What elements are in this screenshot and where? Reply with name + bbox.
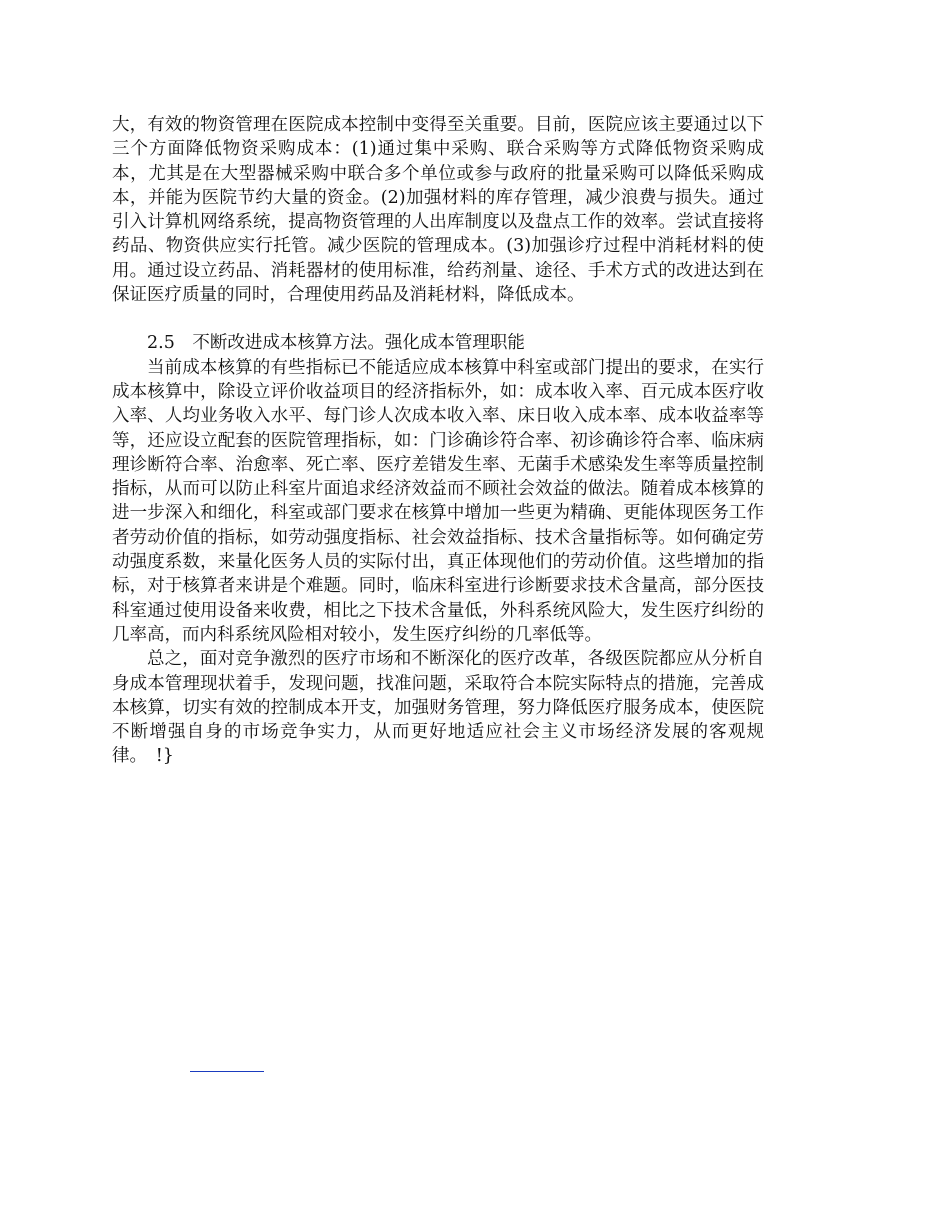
- document-body: [112, 113, 764, 769]
- paragraph-continuation: 大，有效的物资管理在医院成本控制中变得至关重要。目前，医院应该主要通过以下三个方面降低物资采购成本：(1)通过集中采购、联合采购等方式降低物资采购成本，尤其是在大型器械采购中联合多个单位或参与政府的批量采购可以降低采购成本，并能为医院节约大量的资金。(2)加强材料的库存管理，减少浪费与损失。通过引入计算机网络系统，提高物资管理的人出库制度以及盘点工作的效率。尝试直接将药品、物资供应实行托管。减少医院的管理成本。(3)加强诊疗过程中消耗材料的使用。通过设立药品、消耗器材的使用标准，给药剂量、途径、手术方式的改进达到在保证医疗质量的同时，合理使用药品及消耗材料，降低成本。: [112, 115, 764, 306]
- section-heading: 2.5 不断改进成本核算方法。强化成本管理职能: [147, 333, 525, 354]
- footnote-separator: [190, 1071, 264, 1072]
- paragraph-summary: 总之，面对竞争激烈的医疗市场和不断深化的医疗改革，各级医院都应从分析自身成本管理现状着手，发现问题，找准问题，采取符合本院实际特点的措施，完善成本核算，切实有效的控制成本开支，加强财务管理，努力降低医疗服务成本，使医院不断增强自身的市场竞争实力，从而更好地适应社会主义市场经济发展的客观规律。 !}: [112, 649, 764, 767]
- paragraph-cost-accounting: 当前成本核算的有些指标已不能适应成本核算中科室或部门提出的要求，在实行成本核算中，除设立评价收益项目的经济指标外，如：成本收入率、百元成本医疗收入率、人均业务收入水平、每门诊人次成本收入率、床日收入成本率、成本收益率等等，还应设立配套的医院管理指标，如：门诊确诊符合率、初诊确诊符合率、临床病理诊断符合率、治愈率、死亡率、医疗差错发生率、无菌手术感染发生率等质量控制指标，从而可以防止科室片面追求经济效益而不顾社会效益的做法。随着成本核算的进一步深入和细化，科室或部门要求在核算中增加一些更为精确、更能体现医务工作者劳动价值的指标，如劳动强度指标、社会效益指标、技术含量指标等。如何确定劳动强度系数，来量化医务人员的实际付出，真正体现他们的劳动价值。这些增加的指标，对于核算者来讲是个难题。同时，临床科室进行诊断要求技术含量高，部分医技科室通过使用设备来收费，相比之下技术含量低，外科系统风险大，发生医疗纠纷的几率高，而内科系统风险相对较小，发生医疗纠纷的几率低等。: [112, 357, 764, 645]
